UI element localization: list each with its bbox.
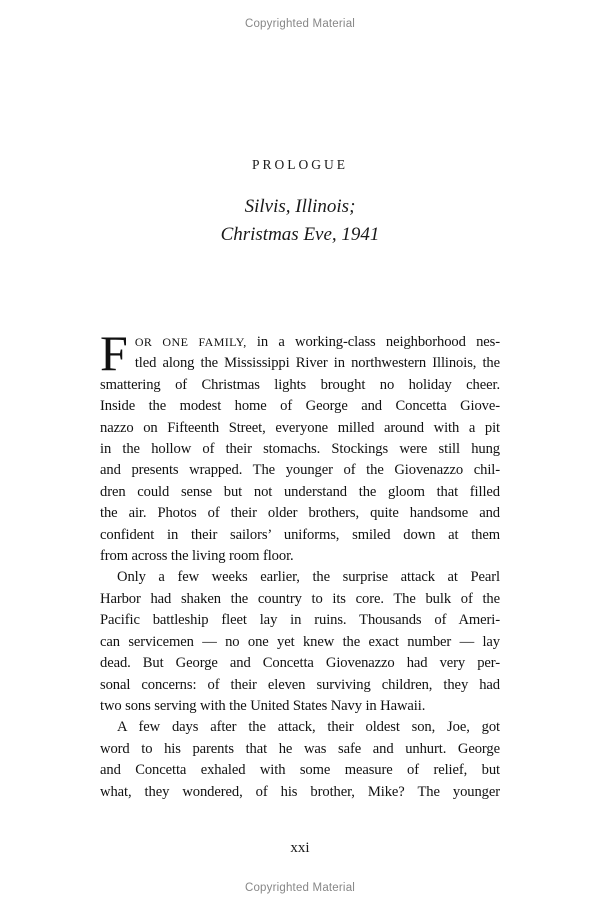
paragraph-2 (100, 567, 500, 717)
opening-text: in a working-class neighborhood nes- (246, 334, 501, 350)
dateline-line-2: Christmas Eve, 1941 (220, 224, 380, 245)
text-line: can servicemen — no one yet knew the exact number — lay (100, 633, 500, 650)
text-line: and presents wrapped. The younger of the Giovenazzo chil- (100, 462, 500, 479)
text-line: in the hollow of their stomachs. Stockings were still hung (100, 441, 500, 458)
section-heading: PROLOGUE (251, 157, 348, 172)
text-line: Pacific battleship fleet lay in ruins. Thousands of Ameri- (100, 612, 500, 629)
text-line: Harbor had shaken the country to its core. The bulk of the (100, 590, 500, 607)
copyright-notice-top: Copyrighted Material (244, 18, 356, 30)
text-line: confident in their sailors’ uniforms, smiled down at them (100, 526, 500, 543)
text-line (100, 332, 500, 353)
copyright-notice-bottom: Copyrighted Material (244, 881, 356, 894)
text-line: tled along the Mississippi River in northwestern Illinois, the (134, 355, 500, 372)
dateline-line-1: Silvis, Illinois; (244, 196, 356, 217)
text-line: nazzo on Fifteenth Street, everyone milled around with a pit (100, 419, 500, 436)
text-line: Only a few weeks earlier, the surprise attack at Pearl (117, 569, 500, 586)
text-line: dead. But George and Concetta Giovenazzo had very per- (100, 655, 500, 672)
text-line: the air. Photos of their older brothers, quite handsome and (100, 505, 500, 522)
drop-cap: F (100, 325, 128, 381)
text-line: from across the living room floor. (100, 548, 294, 565)
text-line: smattering of Christmas lights brought no holiday cheer. (100, 376, 500, 393)
text-line: dren could sense but not understand the gloom that filled (100, 483, 500, 500)
text-line: what, they wondered, of his brother, Mike? The younger (100, 783, 500, 800)
body-text (100, 325, 501, 803)
text-line: Inside the modest home of George and Concetta Giove- (100, 398, 500, 415)
paragraph-1 (100, 325, 501, 567)
text-line: A few days after the attack, their oldest son, Joe, got (117, 719, 500, 736)
text-line: two sons serving with the United States Navy in Hawaii. (100, 697, 426, 714)
text-line: word to his parents that he was safe and unhurt. George (100, 740, 500, 757)
text-line: sonal concerns: of their eleven surviving children, they had (100, 676, 500, 693)
text-line: and Concetta exhaled with some measure of relief, but (100, 762, 500, 779)
paragraph-3 (100, 717, 500, 803)
small-caps-phrase: OR ONE FAMILY, (134, 335, 247, 349)
page-number: xxi (290, 839, 310, 856)
dateline (0, 193, 600, 249)
paragraph-1-lines (100, 353, 500, 567)
